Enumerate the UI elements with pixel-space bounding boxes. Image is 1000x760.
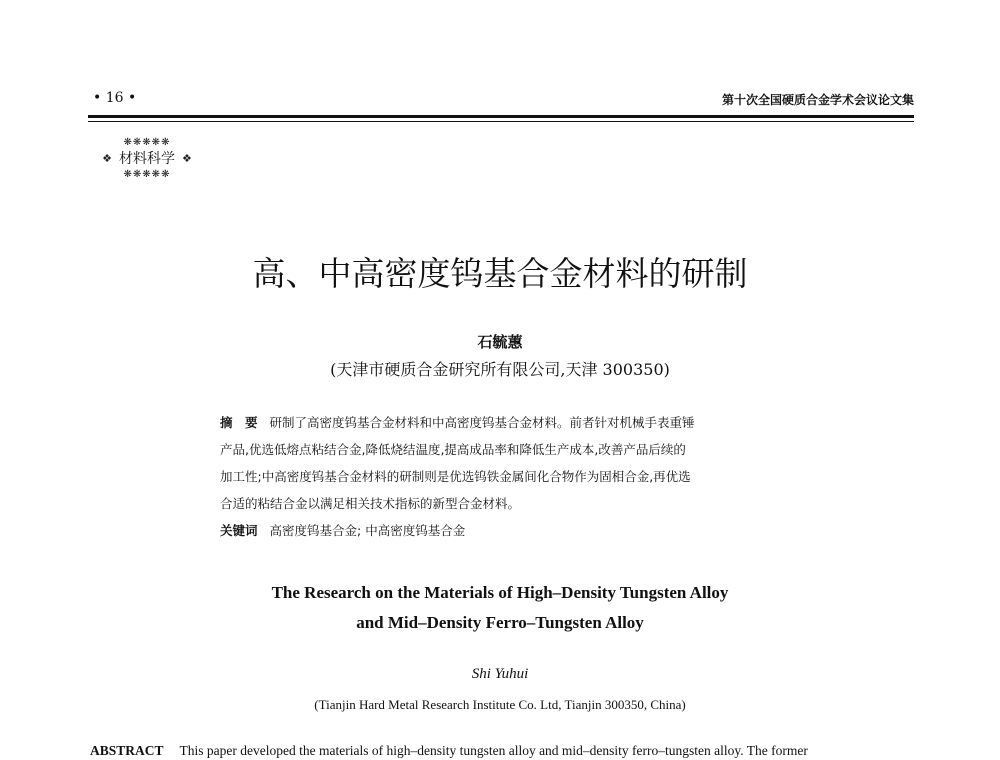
badge-ornament-right-icon: ❖ <box>182 152 192 165</box>
header-rule-thick <box>88 115 914 118</box>
paper-title-en-line-1: The Research on the Materials of High–Density Tungsten Alloy <box>271 583 729 602</box>
badge-ornament-left-icon: ❖ <box>102 152 112 165</box>
abstract-label-en: ABSTRACT <box>90 743 164 758</box>
badge-decor-bottom: ❋❋❋❋❋ <box>123 169 171 180</box>
paper-title-cn: 高、中高密度钨基合金材料的研制 <box>252 254 748 293</box>
author-cn: 石毓蕙 <box>477 333 523 351</box>
abstract-en <box>90 743 808 759</box>
paper-title-en-line-2: and Mid–Density Ferro–Tungsten Alloy <box>356 613 644 632</box>
affiliation-cn: (天津市硬质合金研究所有限公司,天津 300350) <box>330 360 670 379</box>
section-badge <box>90 136 204 182</box>
abstract-cn-text: 研制了高密度钨基合金材料和中高密度钨基合金材料。前者针对机械手表重锤 <box>269 415 695 430</box>
page-number: • 16 • <box>93 90 137 106</box>
abstract-cn-line: 加工性;中高密度钨基合金材料的研制则是优选钨铁金属间化合物作为固相合金,再优选 <box>220 469 691 484</box>
abstract-cn-line: 合适的粘结合金以满足相关技术指标的新型合金材料。 <box>220 496 521 511</box>
badge-decor-top: ❋❋❋❋❋ <box>123 137 171 148</box>
abstract-cn-line: 产品,优选低熔点粘结合金,降低烧结温度,提高成品率和降低生产成本,改善产品后续的 <box>220 442 686 457</box>
journal-title: 第十次全国硬质合金学术会议论文集 <box>721 93 914 107</box>
section-label: 材料科学 <box>119 151 175 167</box>
abstract-en-text: This paper developed the materials of high–density tungsten alloy and mid–density ferro–tungsten alloy. The former <box>179 743 808 758</box>
keywords-cn-text: 高密度钨基合金; 中高密度钨基合金 <box>269 523 466 538</box>
author-en: Shi Yuhui <box>471 666 529 682</box>
header-rule-thin <box>88 121 914 122</box>
keywords-label-cn: 关键词 <box>220 523 258 538</box>
keywords-cn <box>220 521 465 539</box>
abstract-label-cn: 摘 要 <box>220 415 258 430</box>
abstract-cn-line <box>220 413 695 431</box>
affiliation-en: (Tianjin Hard Metal Research Institute Co. Ltd, Tianjin 300350, China) <box>314 697 686 712</box>
